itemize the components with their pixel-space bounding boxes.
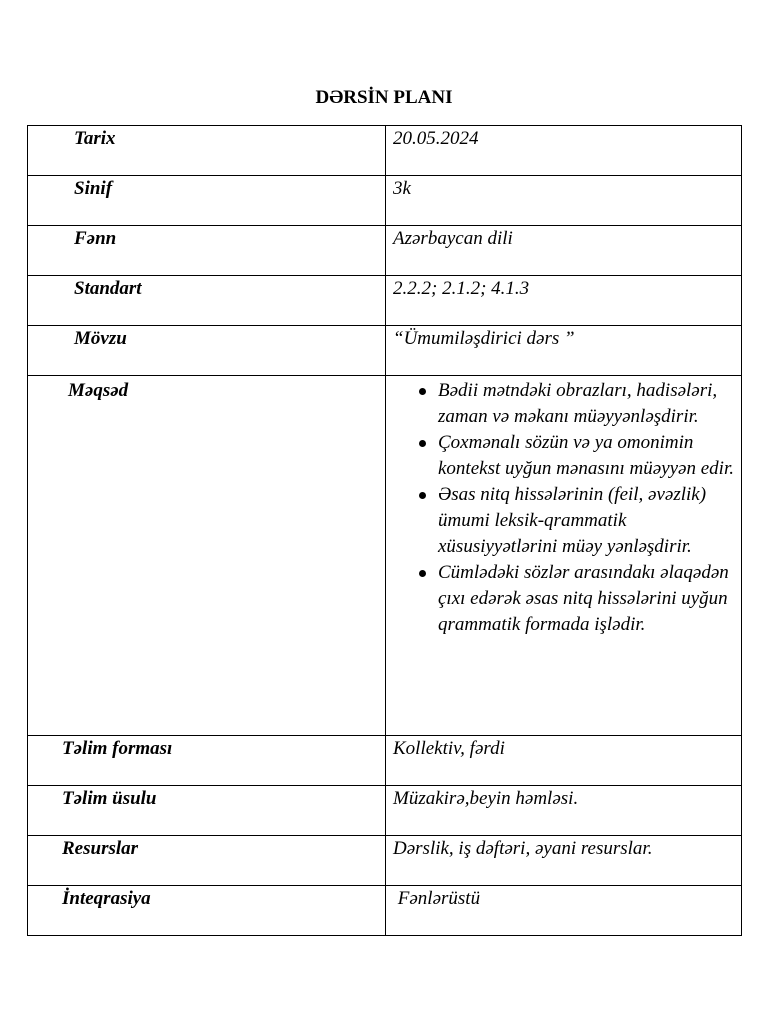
row-label-cell [28,886,386,936]
row-label: Tarix [74,128,116,149]
row-value-cell [386,276,742,326]
table-row [28,836,742,886]
table-row [28,786,742,836]
goal-list [386,376,741,638]
page-title: DƏRSİN PLANI [315,87,453,108]
table-row [28,226,742,276]
list-item: Bədii mətndəki obrazları, hadisələri, zaman və məkanı müəyyənləşdirir. [438,378,738,430]
row-value-cell [386,126,742,176]
row-label: Fənn [74,228,117,249]
row-value: Azərbaycan dili [393,228,513,249]
row-value: Kollektiv, fərdi [393,738,505,759]
row-value-cell [386,886,742,936]
row-label-cell [28,176,386,226]
row-label: Sinif [74,178,113,199]
row-value-cell [386,786,742,836]
row-value: “Ümumiləşdirici dərs ” [393,328,575,349]
row-value: Dərslik, iş dəftəri, əyani resurslar. [393,838,653,859]
row-value: 2.2.2; 2.1.2; 4.1.3 [393,278,530,299]
row-label-cell [28,836,386,886]
goal-list-cell [386,376,742,736]
table-row-goal [28,376,742,736]
list-item: Əsas nitq hissələrinin (feil, əvəzlik) ümumi leksik-qrammatik xüsusiyyətlərini müəy yənləşdirir. [438,482,738,560]
row-label-cell [28,376,386,736]
row-label-cell [28,786,386,836]
row-label: Mövzu [74,328,127,349]
row-value-cell [386,326,742,376]
row-value: 20.05.2024 [393,128,479,149]
list-item: Cümlədəki sözlər arasındakı əlaqədən çıxı edərək əsas nitq hissələrini uyğun qrammatik formada işlədir. [438,560,738,638]
row-label: Təlim üsulu [62,788,157,809]
table-row [28,886,742,936]
row-value: 3k [393,178,411,199]
row-label: Məqsəd [68,380,129,401]
row-value: Müzakirə,beyin həmləsi. [393,788,579,809]
row-label: Təlim forması [62,738,173,759]
row-label: Standart [74,278,142,299]
row-label-cell [28,126,386,176]
row-value: Fənlərüstü [393,888,481,909]
row-label-cell [28,736,386,786]
list-item: Çoxmənalı sözün və ya omonimin kontekst uyğun mənasını müəyyən edir. [438,430,738,482]
row-value-cell [386,226,742,276]
table-row [28,126,742,176]
lesson-plan-table [27,125,742,936]
row-label: Resurslar [62,838,139,859]
row-value-cell [386,736,742,786]
row-value-cell [386,836,742,886]
row-label-cell [28,226,386,276]
row-label: İnteqrasiya [62,888,151,909]
table-row [28,326,742,376]
table-row [28,176,742,226]
table-row [28,736,742,786]
row-label-cell [28,276,386,326]
row-value-cell [386,176,742,226]
row-label-cell [28,326,386,376]
table-row [28,276,742,326]
